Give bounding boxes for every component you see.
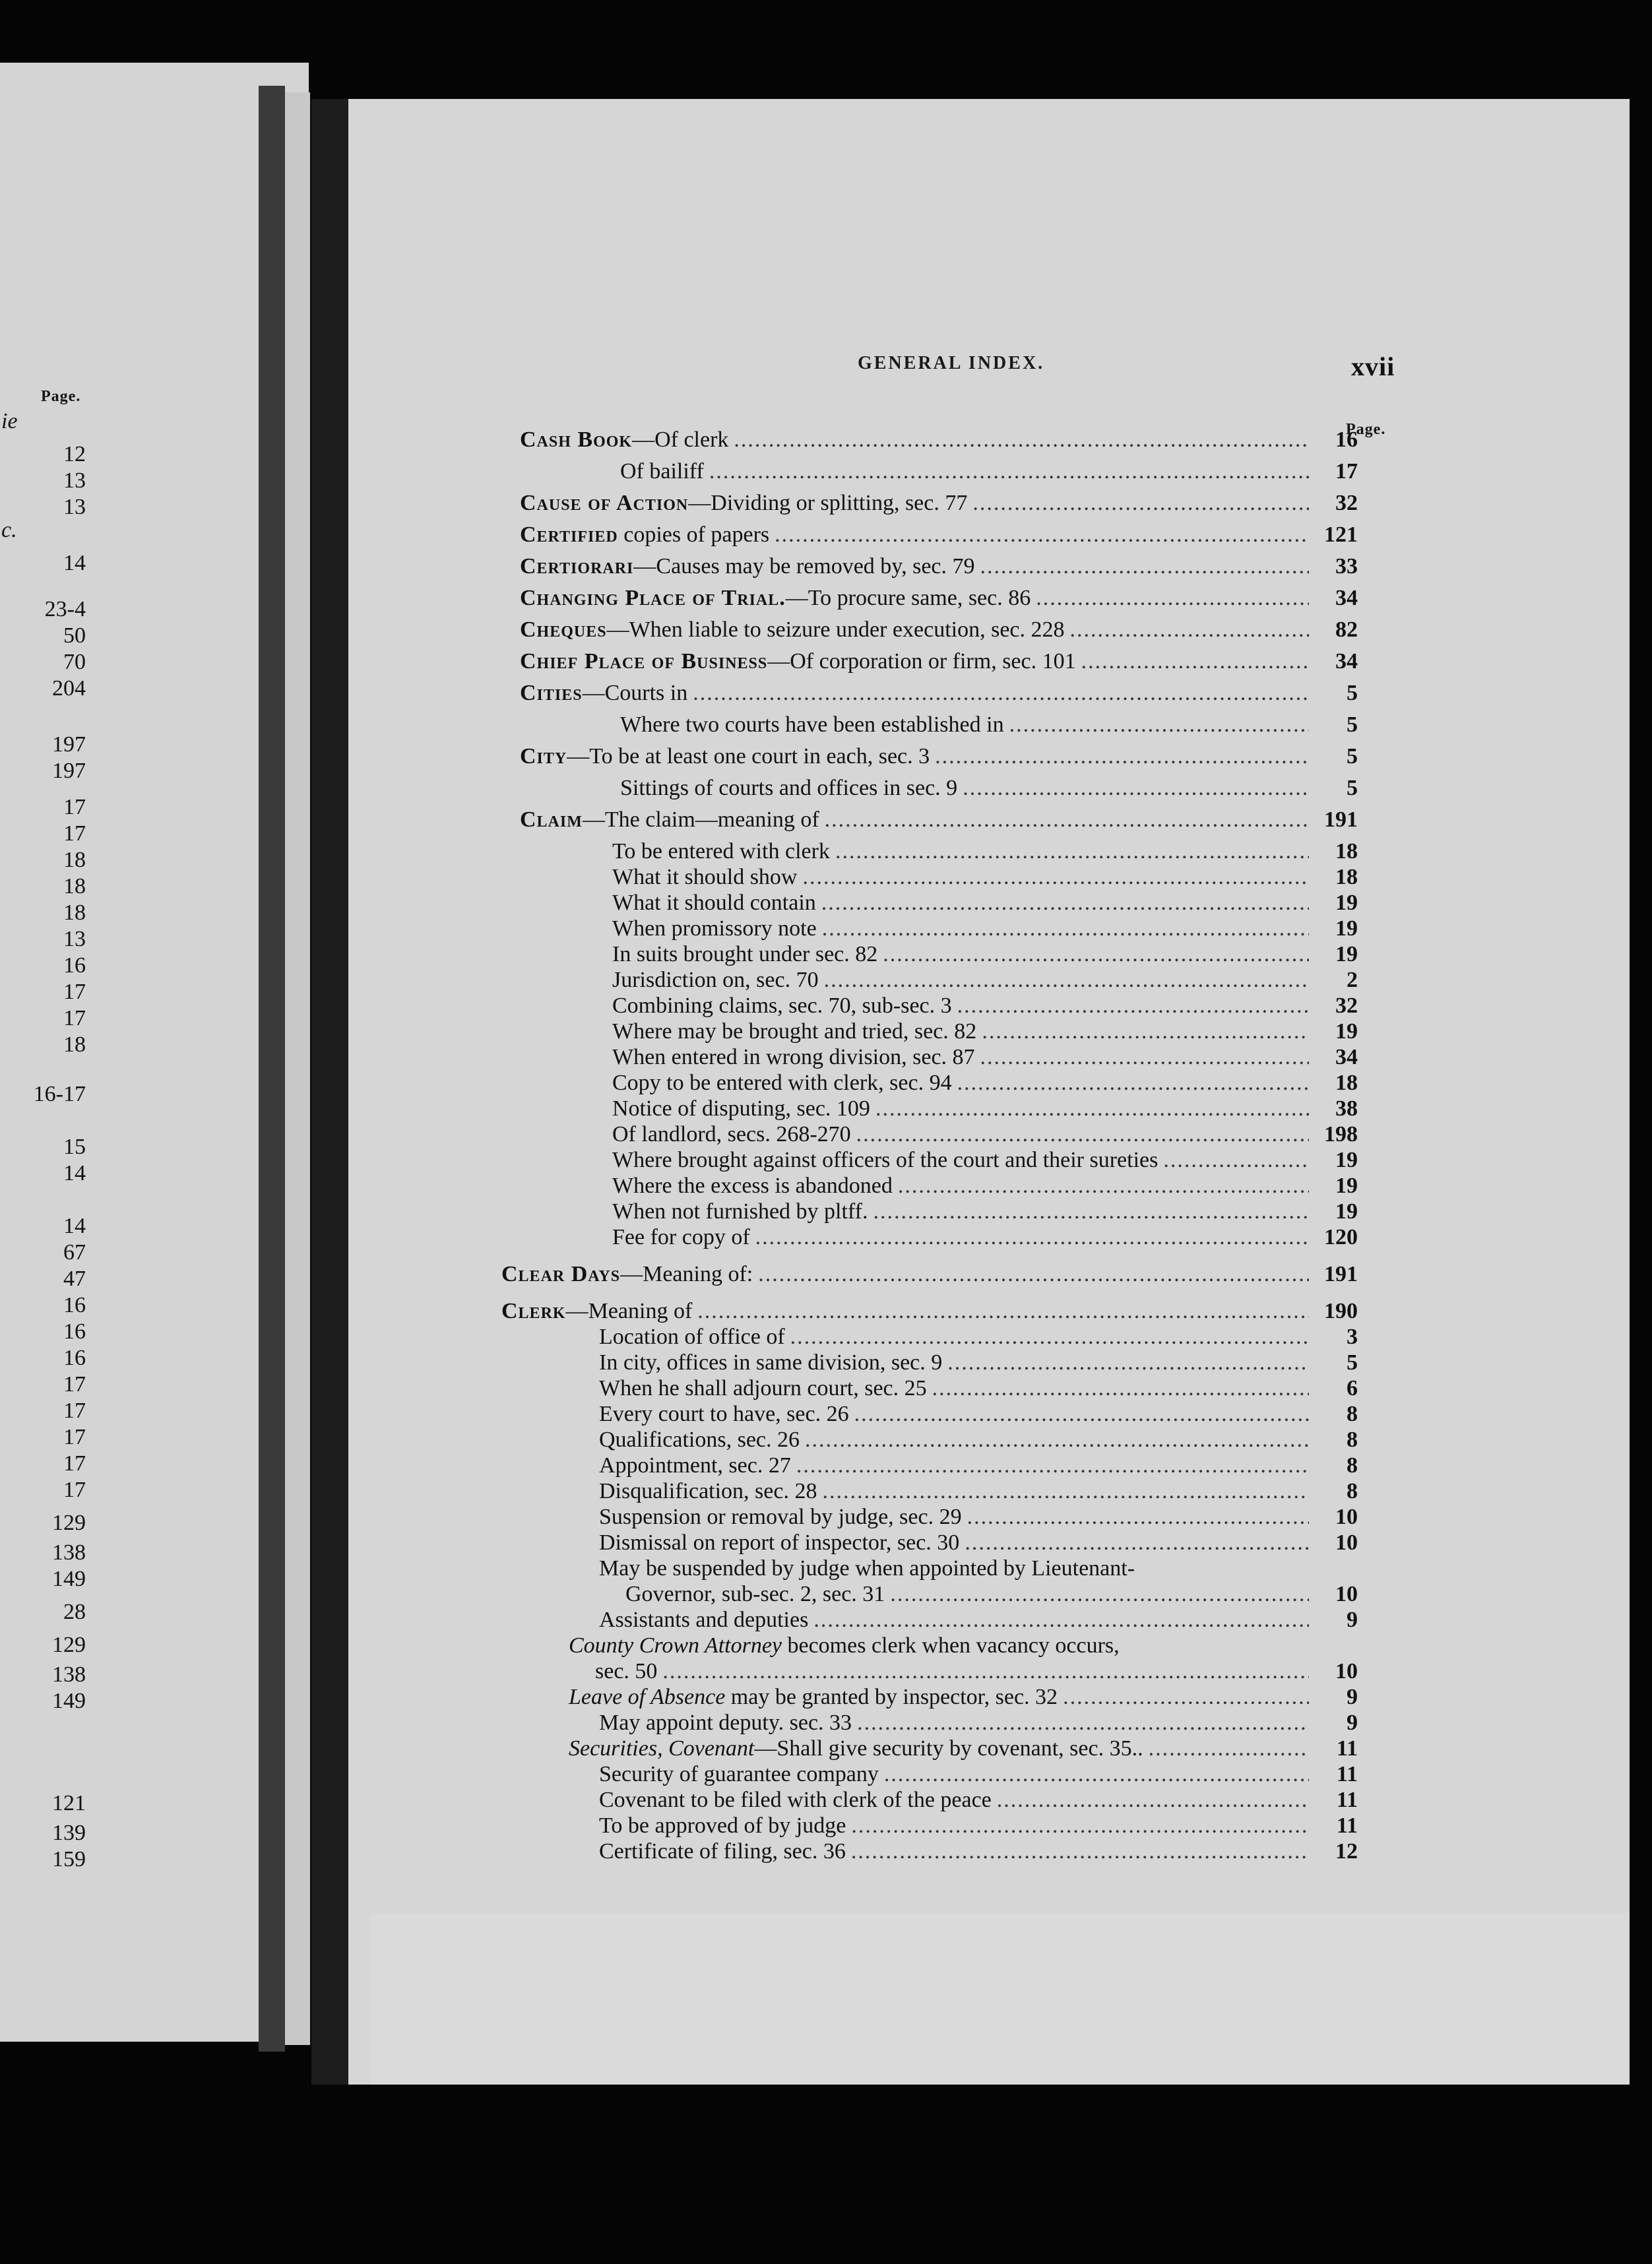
index-entry-text: —The claim—meaning of [582, 807, 819, 832]
index-heading: Clerk [501, 1299, 566, 1323]
index-subheading: Securities, Covenant [569, 1736, 755, 1761]
index-entry [612, 891, 1358, 917]
leader-dots [1081, 649, 1309, 674]
left-page-number: 129 [52, 1511, 86, 1535]
index-heading: Cheques [520, 617, 607, 642]
index-page-number: 3 [1347, 1325, 1358, 1349]
index-entry [520, 744, 1358, 770]
running-header: GENERAL INDEX. [858, 353, 1045, 373]
index-heading: Certiorari [520, 554, 634, 579]
index-page-number: 19 [1335, 942, 1358, 966]
index-entry-text: In suits brought under sec. 82 [612, 942, 878, 966]
page-bottom-area [369, 1913, 1630, 2085]
index-entry-continuation-text: Governor, sub-sec. 2, sec. 31 [625, 1582, 885, 1606]
left-page-number: 12 [63, 442, 86, 466]
index-heading: Cause of Action [520, 491, 689, 515]
leader-dots [890, 1582, 1309, 1607]
index-entry [569, 1736, 1358, 1763]
left-page-number: 18 [63, 874, 86, 898]
index-entry [612, 993, 1358, 1020]
index-heading: Clear Days [501, 1262, 621, 1286]
index-entry [612, 1019, 1358, 1046]
index-page-number: 10 [1335, 1505, 1358, 1529]
left-page-number: 16 [63, 1346, 86, 1370]
index-page-number: 5 [1347, 681, 1358, 705]
left-page-number: 17 [63, 1006, 86, 1030]
index-entry-text: may be granted by inspector, sec. 32 [725, 1685, 1058, 1709]
leader-dots [813, 1608, 1309, 1633]
leader-dots [693, 681, 1309, 706]
index-entry [520, 649, 1358, 676]
left-page-number: 139 [52, 1821, 86, 1845]
left-page-number: 17 [63, 980, 86, 1004]
index-entry-text: Certificate of filing, sec. 36 [599, 1839, 846, 1864]
leader-dots [898, 1174, 1309, 1199]
leader-dots [1009, 712, 1309, 738]
index-heading: Cities [520, 681, 583, 705]
index-entry-text: Covenant to be filed with clerk of the peace [599, 1788, 992, 1812]
index-entry [612, 1225, 1358, 1251]
index-entry [599, 1608, 1358, 1634]
index-entry-text: Assistants and deputies [599, 1608, 809, 1632]
index-entry-text: Where two courts have been established in [620, 712, 1004, 737]
index-entry-text: becomes clerk when vacancy occurs, [782, 1633, 1120, 1658]
index-entry [520, 586, 1358, 612]
left-page-number: 129 [52, 1633, 86, 1657]
index-entry-text: When he shall adjourn court, sec. 25 [599, 1376, 927, 1400]
leader-dots [957, 993, 1309, 1019]
index-entry-text: —Dividing or splitting, sec. 77 [688, 491, 968, 515]
index-entry [520, 807, 1358, 834]
index-entry [612, 1122, 1358, 1148]
index-entry [599, 1762, 1358, 1788]
left-page-number: 197 [52, 732, 86, 757]
leader-dots [824, 968, 1309, 993]
index-page-number: 8 [1347, 1402, 1358, 1426]
index-entry-text: —Meaning of: [620, 1262, 753, 1286]
index-page-number: 5 [1347, 1350, 1358, 1375]
index-entry [599, 1839, 1358, 1866]
leader-dots [821, 891, 1309, 916]
index-page-number: 8 [1347, 1428, 1358, 1452]
index-page-number: 5 [1347, 712, 1358, 737]
left-page-number: 149 [52, 1689, 86, 1713]
index-heading: Cash Book [520, 427, 633, 452]
leader-dots [796, 1453, 1309, 1478]
leader-dots [963, 776, 1309, 801]
leader-dots [935, 744, 1309, 769]
index-page-number: 2 [1347, 968, 1358, 992]
index-page-number: 9 [1347, 1608, 1358, 1632]
left-page-number: 121 [52, 1791, 86, 1815]
index-page-number: 5 [1347, 776, 1358, 800]
index-entry-text: —To be at least one court in each, sec. 3 [567, 744, 930, 769]
index-entry [599, 1428, 1358, 1454]
index-entry [599, 1402, 1358, 1428]
left-page-number: 67 [63, 1240, 86, 1265]
book-gutter [259, 86, 285, 2052]
index-page-number: 5 [1347, 744, 1358, 769]
index-page-number: 19 [1335, 1019, 1358, 1044]
index-entry [599, 1813, 1358, 1840]
index-page-number: 19 [1335, 916, 1358, 941]
leader-dots [790, 1325, 1309, 1350]
index-entry-text: What it should show [612, 865, 798, 889]
index-entry-text: Of bailiff [620, 459, 704, 484]
leader-dots [884, 1762, 1309, 1787]
leader-dots [965, 1530, 1309, 1556]
left-page-number: 14 [63, 1161, 86, 1185]
index-entry-text: Security of guarantee company [599, 1762, 879, 1786]
leader-dots [980, 554, 1309, 579]
leader-dots [857, 1711, 1309, 1736]
index-page-number: 18 [1335, 865, 1358, 889]
leader-dots [856, 1122, 1309, 1147]
left-page-number: 14 [63, 551, 86, 575]
left-page-number: 16 [63, 1293, 86, 1317]
leader-dots [947, 1350, 1309, 1375]
index-entry-text: Copy to be entered with clerk, sec. 94 [612, 1071, 952, 1095]
index-entry-text: When promissory note [612, 916, 817, 941]
left-page-number: 16-17 [33, 1082, 86, 1106]
left-page-number: 50 [63, 623, 86, 648]
index-entry [520, 522, 1358, 549]
index-entry-text: Of landlord, secs. 268-270 [612, 1122, 851, 1147]
left-page-number: 13 [63, 495, 86, 519]
leader-dots [1036, 586, 1309, 611]
left-page-number: 159 [52, 1847, 86, 1871]
leader-dots [873, 1199, 1309, 1224]
index-entry-text: In city, offices in same division, sec. 9 [599, 1350, 943, 1375]
left-page-number: 149 [52, 1567, 86, 1591]
index-page-number: 19 [1335, 1174, 1358, 1198]
index-entry-text: To be entered with clerk [612, 839, 830, 864]
left-page-number: 15 [63, 1135, 86, 1159]
index-entry-text: May appoint deputy. sec. 33 [599, 1711, 852, 1735]
index-entry [612, 839, 1358, 865]
leader-dots [957, 1071, 1309, 1096]
index-page-number: 19 [1335, 891, 1358, 915]
index-page-number: 19 [1335, 1199, 1358, 1224]
index-page-number: 11 [1336, 1762, 1358, 1786]
index-entry [599, 1505, 1358, 1531]
index-entry [612, 1071, 1358, 1097]
index-entry [520, 617, 1358, 644]
index-entry-text: Jurisdiction on, sec. 70 [612, 968, 819, 992]
left-page-number: 138 [52, 1540, 86, 1565]
index-entry [612, 865, 1358, 891]
page-fold-shadow [311, 99, 348, 2085]
index-entry [612, 1045, 1358, 1071]
leader-dots [997, 1788, 1309, 1813]
index-entry [599, 1350, 1358, 1377]
left-page-number: 197 [52, 759, 86, 783]
index-page-number: 120 [1324, 1225, 1358, 1249]
index-page-number: 19 [1335, 1148, 1358, 1172]
index-page-number: 38 [1335, 1096, 1358, 1121]
index-page-number: 12 [1335, 1839, 1358, 1864]
left-page-number: 16 [63, 1319, 86, 1344]
left-page-number: 17 [63, 1372, 86, 1397]
index-entry-text: —Meaning of [565, 1299, 693, 1323]
leader-dots [932, 1376, 1309, 1401]
index-subheading: Leave of Absence [569, 1685, 726, 1709]
left-page-number: 17 [63, 821, 86, 846]
index-page-number: 34 [1335, 586, 1358, 610]
left-page-page-label: Page. [41, 388, 81, 405]
left-page-number: 16 [63, 953, 86, 978]
leader-dots [822, 1479, 1309, 1504]
leader-dots [854, 1402, 1309, 1427]
index-entry [520, 491, 1358, 517]
index-entry-text: Appointment, sec. 27 [599, 1453, 791, 1478]
leader-dots [805, 1428, 1309, 1453]
index-entry [599, 1479, 1358, 1505]
index-entry [612, 942, 1358, 968]
leader-dots [709, 459, 1309, 484]
index-page-number: 82 [1335, 617, 1358, 642]
index-entry-text: Where the excess is abandoned [612, 1174, 893, 1198]
index-page-number: 32 [1335, 993, 1358, 1018]
index-entry-text: —To procure same, sec. 86 [785, 586, 1031, 610]
leader-dots [662, 1659, 1309, 1684]
index-heading: Claim [520, 807, 583, 832]
leader-dots [875, 1096, 1309, 1121]
leader-dots [835, 839, 1309, 864]
index-entry-text: —Courts in [582, 681, 688, 705]
index-page-number: 33 [1335, 554, 1358, 579]
leader-dots [802, 865, 1309, 890]
index-entry-text: To be approved of by judge [599, 1813, 846, 1838]
leader-dots [734, 427, 1309, 453]
index-entry-text: —When liable to seizure under execution, sec. 228 [606, 617, 1065, 642]
index-entry-text: Sittings of courts and offices in sec. 9 [620, 776, 958, 800]
left-page-number: 17 [63, 1451, 86, 1476]
index-page-number: 34 [1335, 649, 1358, 674]
index-heading: Chief Place of Business [520, 649, 768, 674]
leader-dots [758, 1262, 1309, 1287]
index-entry [599, 1556, 1358, 1583]
index-entry-text: Qualifications, sec. 26 [599, 1428, 800, 1452]
index-entry [599, 1376, 1358, 1402]
index-entry-continuation-text: sec. 50 [595, 1659, 658, 1683]
index-page-number: 8 [1347, 1479, 1358, 1503]
index-entry [569, 1633, 1358, 1660]
leader-dots [982, 1019, 1309, 1044]
index-entry-text: What it should contain [612, 891, 816, 915]
index-page-number: 6 [1347, 1376, 1358, 1400]
index-entry-text: Location of office of [599, 1325, 785, 1349]
index-entry-text: Notice of disputing, sec. 109 [612, 1096, 870, 1121]
leader-dots [851, 1813, 1309, 1839]
index-page-number: 191 [1324, 1262, 1358, 1286]
index-entry-text: When entered in wrong division, sec. 87 [612, 1045, 975, 1069]
index-entry-text: Every court to have, sec. 26 [599, 1402, 849, 1426]
index-entry-text: —Of clerk [632, 427, 729, 452]
index-page-number: 11 [1336, 1788, 1358, 1812]
index-page-number: 17 [1335, 459, 1358, 484]
left-page-number: 13 [63, 468, 86, 493]
index-page-number: 190 [1324, 1299, 1358, 1323]
index-entry [599, 1788, 1358, 1814]
index-page-number: 11 [1336, 1813, 1358, 1838]
index-entry [599, 1530, 1358, 1557]
index-entry-text: Fee for copy of [612, 1225, 750, 1249]
left-page-number: 204 [52, 676, 86, 701]
index-entry [599, 1453, 1358, 1480]
index-entry [520, 554, 1358, 581]
index-entry [520, 427, 1358, 454]
index-entry [599, 1325, 1358, 1351]
left-page-number: 17 [63, 1478, 86, 1502]
index-page-number: 34 [1335, 1045, 1358, 1069]
index-page-number: 9 [1347, 1685, 1358, 1709]
left-page-number: 14 [63, 1214, 86, 1238]
leader-dots [972, 491, 1309, 516]
left-page-number: 13 [63, 927, 86, 951]
index-page-number: 8 [1347, 1453, 1358, 1478]
index-heading: City [520, 744, 567, 769]
index-entry-text: May be suspended by judge when appointed by Lieutenant- [599, 1556, 1135, 1581]
index-entry [612, 1199, 1358, 1226]
left-page-number: 23-4 [44, 597, 86, 621]
left-page-number: 47 [63, 1267, 86, 1291]
index-entry-continuation [625, 1582, 1358, 1608]
index-subheading: County Crown Attorney [569, 1633, 782, 1658]
index-page-number: 11 [1336, 1736, 1358, 1761]
index-entry [612, 1148, 1358, 1174]
index-page-number: 10 [1335, 1582, 1358, 1606]
page-folio: xvii [1351, 352, 1395, 381]
index-entry [501, 1262, 1358, 1288]
index-entry [569, 1685, 1358, 1711]
index-entry [501, 1299, 1358, 1325]
index-entry [620, 459, 1358, 486]
leader-dots [755, 1225, 1309, 1250]
index-entry-text: Combining claims, sec. 70, sub-sec. 3 [612, 993, 952, 1018]
leader-dots [851, 1839, 1309, 1864]
left-page-fragment: c. [1, 518, 17, 542]
leader-dots [967, 1505, 1309, 1530]
index-entry [612, 1174, 1358, 1200]
index-entry [599, 1711, 1358, 1737]
index-page-number: 9 [1347, 1711, 1358, 1735]
index-entry-continuation [595, 1659, 1358, 1685]
left-page-number: 18 [63, 1032, 86, 1057]
page-column-label: Page. [1346, 421, 1386, 438]
index-entry [612, 968, 1358, 994]
index-entry [612, 1096, 1358, 1123]
index-entry-text: —Causes may be removed by, sec. 79 [633, 554, 975, 579]
index-entry [620, 712, 1358, 739]
left-page-number: 70 [63, 650, 86, 674]
index-entry-text: Where may be brought and tried, sec. 82 [612, 1019, 977, 1044]
leader-dots [883, 942, 1309, 967]
index-entry-text: copies of papers [618, 522, 770, 547]
index-page-number: 16 [1335, 427, 1358, 452]
left-page-fragment: ie [1, 409, 18, 433]
index-page-number: 198 [1324, 1122, 1358, 1147]
left-page-number: 28 [63, 1600, 86, 1624]
leader-dots [697, 1299, 1309, 1324]
left-page-number: 18 [63, 848, 86, 872]
index-page-number: 32 [1335, 491, 1358, 515]
leader-dots [1070, 617, 1309, 643]
leader-dots [775, 522, 1309, 548]
index-entry-text: Suspension or removal by judge, sec. 29 [599, 1505, 962, 1529]
index-entry-text: When not furnished by pltff. [612, 1199, 868, 1224]
leader-dots [825, 807, 1309, 833]
leader-dots [1149, 1736, 1309, 1761]
left-page-number: 18 [63, 900, 86, 925]
index-entry [520, 681, 1358, 707]
index-entry [612, 916, 1358, 943]
index-page-number: 18 [1335, 839, 1358, 864]
left-page-number: 17 [63, 1425, 86, 1449]
index-entry-text: Where brought against officers of the court and their sureties [612, 1148, 1159, 1172]
left-page-number: 17 [63, 1399, 86, 1423]
index-entry [620, 776, 1358, 802]
leader-dots [1163, 1148, 1309, 1173]
leader-dots [980, 1045, 1309, 1070]
left-page-number: 17 [63, 795, 86, 819]
index-page-number: 10 [1335, 1659, 1358, 1683]
index-heading: Changing Place of Trial. [520, 586, 786, 610]
left-page-number: 138 [52, 1662, 86, 1687]
leader-dots [1063, 1685, 1309, 1710]
index-heading: Certified [520, 522, 618, 547]
index-page-number: 121 [1324, 522, 1358, 547]
index-entry-text: —Shall give security by covenant, sec. 35.. [754, 1736, 1143, 1761]
index-entry-text: Dismissal on report of inspector, sec. 30 [599, 1530, 960, 1555]
index-page-number: 10 [1335, 1530, 1358, 1555]
index-entry-text: Disqualification, sec. 28 [599, 1479, 817, 1503]
index-page-number: 18 [1335, 1071, 1358, 1095]
leader-dots [822, 916, 1309, 941]
index-page-number: 191 [1324, 807, 1358, 832]
index-entry-text: —Of corporation or firm, sec. 101 [767, 649, 1076, 674]
gutter-edge [285, 92, 310, 2045]
